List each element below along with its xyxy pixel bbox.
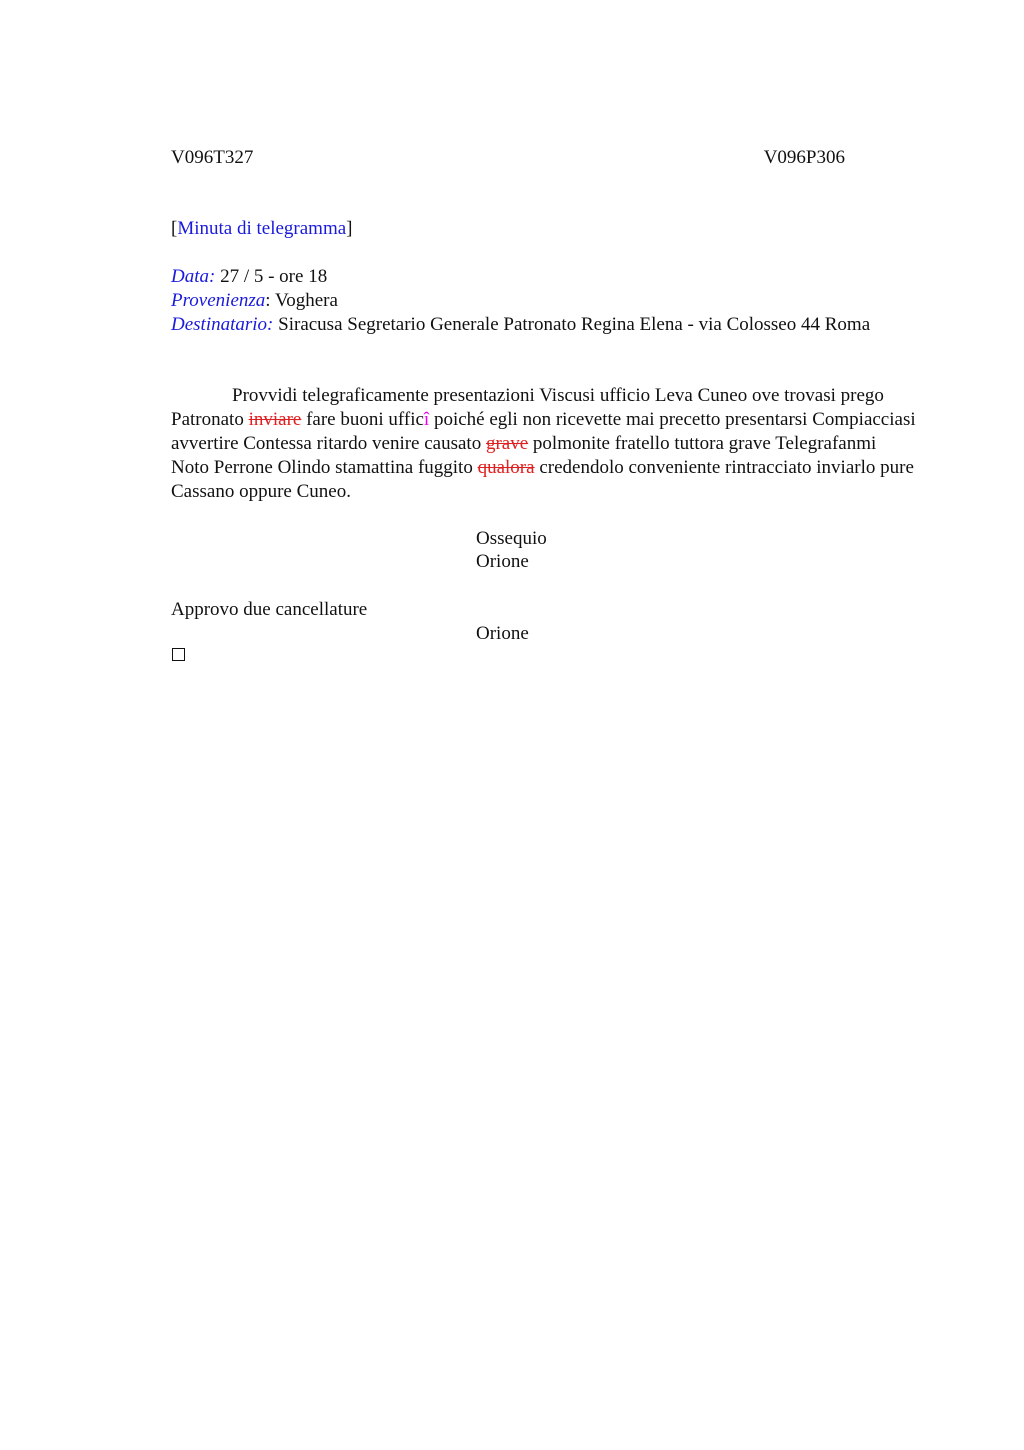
closing-ossequio: Ossequio	[476, 528, 547, 549]
approval-note: Approvo due cancellature	[171, 599, 368, 620]
heading-open-bracket: [	[171, 218, 178, 239]
body-segment-1: Provvidi telegraficamente presentazioni Viscusi ufficio Leva Cuneo ove trovasi prego Patronato	[171, 385, 884, 430]
body-segment-3: poiché egli non ricevette mai precetto presentarsi Compiacciasi avvertire Contessa ritardo venire causato	[171, 409, 916, 454]
telegram-metadata	[171, 265, 919, 337]
data-value: 27 / 5 - ore 18	[215, 266, 328, 287]
provenienza-row	[171, 289, 919, 313]
destinatario-label: Destinatario:	[171, 314, 274, 335]
destinatario-value: Siracusa Segretario Generale Patronato Regina Elena - via Colosseo 44 Roma	[273, 314, 871, 335]
data-row	[171, 265, 919, 289]
insertion-1: î	[423, 409, 430, 430]
heading-title: Minuta di telegramma	[177, 218, 347, 239]
provenienza-value: : Voghera	[265, 290, 338, 311]
checkbox-square-icon	[172, 648, 185, 661]
code-right: V096P306	[763, 147, 845, 168]
deletion-3: qualora	[477, 457, 535, 478]
signature-1: Orione	[476, 551, 529, 572]
deletion-1: inviare	[248, 409, 302, 430]
telegram-body	[171, 384, 919, 504]
data-label: Data:	[171, 266, 216, 287]
code-left: V096T327	[171, 147, 254, 168]
body-segment-5: credendolo conveniente rintracciato inviarlo pure Cassano oppure Cuneo.	[171, 457, 914, 502]
document-heading	[171, 217, 353, 241]
provenienza-label: Provenienza	[171, 290, 266, 311]
heading-close-bracket: ]	[346, 218, 353, 239]
destinatario-row	[171, 313, 919, 337]
body-segment-4: polmonite fratello tuttora grave Telegrafanmi Noto Perrone Olindo stamattina fuggito	[171, 433, 877, 478]
deletion-2: grave	[485, 433, 529, 454]
signature-2: Orione	[476, 623, 529, 644]
body-segment-2: fare buoni uffic	[301, 409, 424, 430]
